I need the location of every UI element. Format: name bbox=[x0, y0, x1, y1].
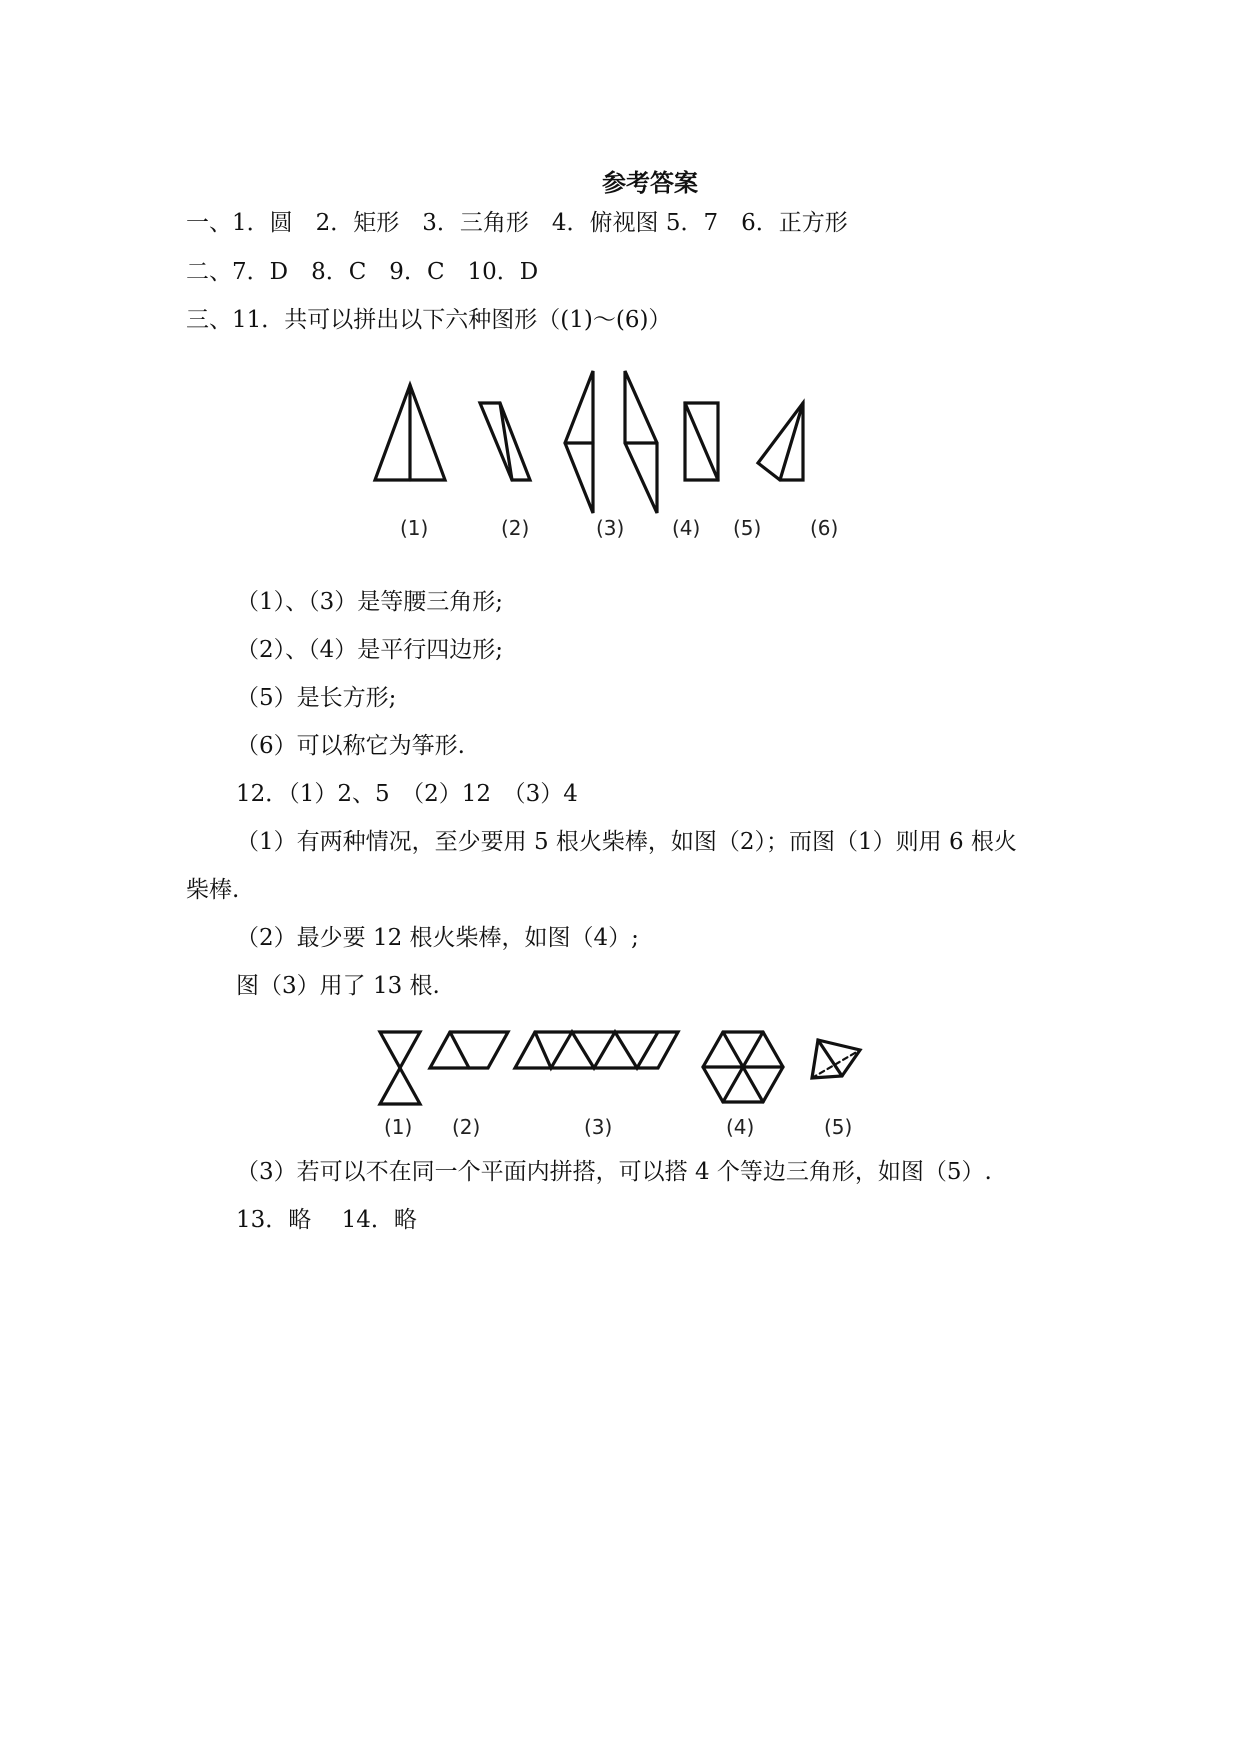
q12-part2-line1: （2）最少要 12 根火柴棒，如图（4）; bbox=[236, 925, 639, 951]
figure1-label-6: (6) bbox=[810, 516, 839, 540]
shape-4-parallelogram bbox=[625, 371, 657, 513]
q12-answer: 12．（1）2、5 （2）12 （3）4 bbox=[236, 781, 578, 807]
figure2-label-1: (1) bbox=[384, 1115, 413, 1139]
page-title: 参考答案 bbox=[602, 168, 698, 197]
section2-answers: 二、7．D 8．C 9．C 10．D bbox=[186, 259, 539, 285]
q13-14-answers: 13．略 14．略 bbox=[236, 1207, 417, 1233]
figure-matchstick-shapes bbox=[370, 1030, 890, 1150]
figure-six-shapes bbox=[370, 365, 930, 545]
matchstick-shape-5-tetrahedron bbox=[812, 1040, 860, 1078]
section3-intro: 三、11．共可以拼出以下六种图形（(1)～(6)） bbox=[186, 307, 672, 333]
q12-part1-line2: 柴棒. bbox=[186, 877, 240, 903]
figure1-label-4: (4) bbox=[672, 516, 701, 540]
shape-3-isosceles-triangle bbox=[565, 371, 593, 513]
q12-part1-line1: （1）有两种情况，至少要用 5 根火柴棒，如图（2）；而图（1）则用 6 根火 bbox=[236, 829, 1017, 855]
q11-explanation-1: （1）、（3）是等腰三角形; bbox=[236, 589, 504, 615]
q12-part3: （3）若可以不在同一个平面内拼搭，可以搭 4 个等边三角形，如图（5）. bbox=[236, 1159, 992, 1185]
q11-explanation-4: （6）可以称它为筝形. bbox=[236, 733, 465, 759]
shape-1-isosceles-triangle bbox=[375, 385, 445, 480]
matchstick-shape-1-hourglass bbox=[380, 1032, 420, 1104]
figure2-label-2: (2) bbox=[452, 1115, 481, 1139]
section1-answers: 一、1．圆 2．矩形 3．三角形 4．俯视图 5．7 6．正方形 bbox=[186, 210, 848, 236]
q11-explanation-3: （5）是长方形; bbox=[236, 685, 397, 711]
q12-part2-line2: 图（3）用了 13 根. bbox=[236, 973, 440, 999]
matchstick-shape-2-parallelogram bbox=[430, 1032, 508, 1068]
shape-2-parallelogram bbox=[480, 403, 530, 480]
figure1-label-1: (1) bbox=[400, 516, 429, 540]
figure2-label-4: (4) bbox=[726, 1115, 755, 1139]
matchstick-shape-3-triangle-strip bbox=[515, 1032, 678, 1068]
q11-explanation-2: （2）、（4）是平行四边形; bbox=[236, 637, 504, 663]
figure2-label-3: (3) bbox=[584, 1115, 613, 1139]
shape-5-rectangle bbox=[685, 403, 718, 480]
shape-6-kite bbox=[758, 403, 803, 480]
matchstick-shape-4-hexagon bbox=[703, 1032, 783, 1102]
figure2-label-5: (5) bbox=[824, 1115, 853, 1139]
figure1-label-2: (2) bbox=[501, 516, 530, 540]
figure1-label-3: (3) bbox=[596, 516, 625, 540]
figure1-label-5: (5) bbox=[733, 516, 762, 540]
